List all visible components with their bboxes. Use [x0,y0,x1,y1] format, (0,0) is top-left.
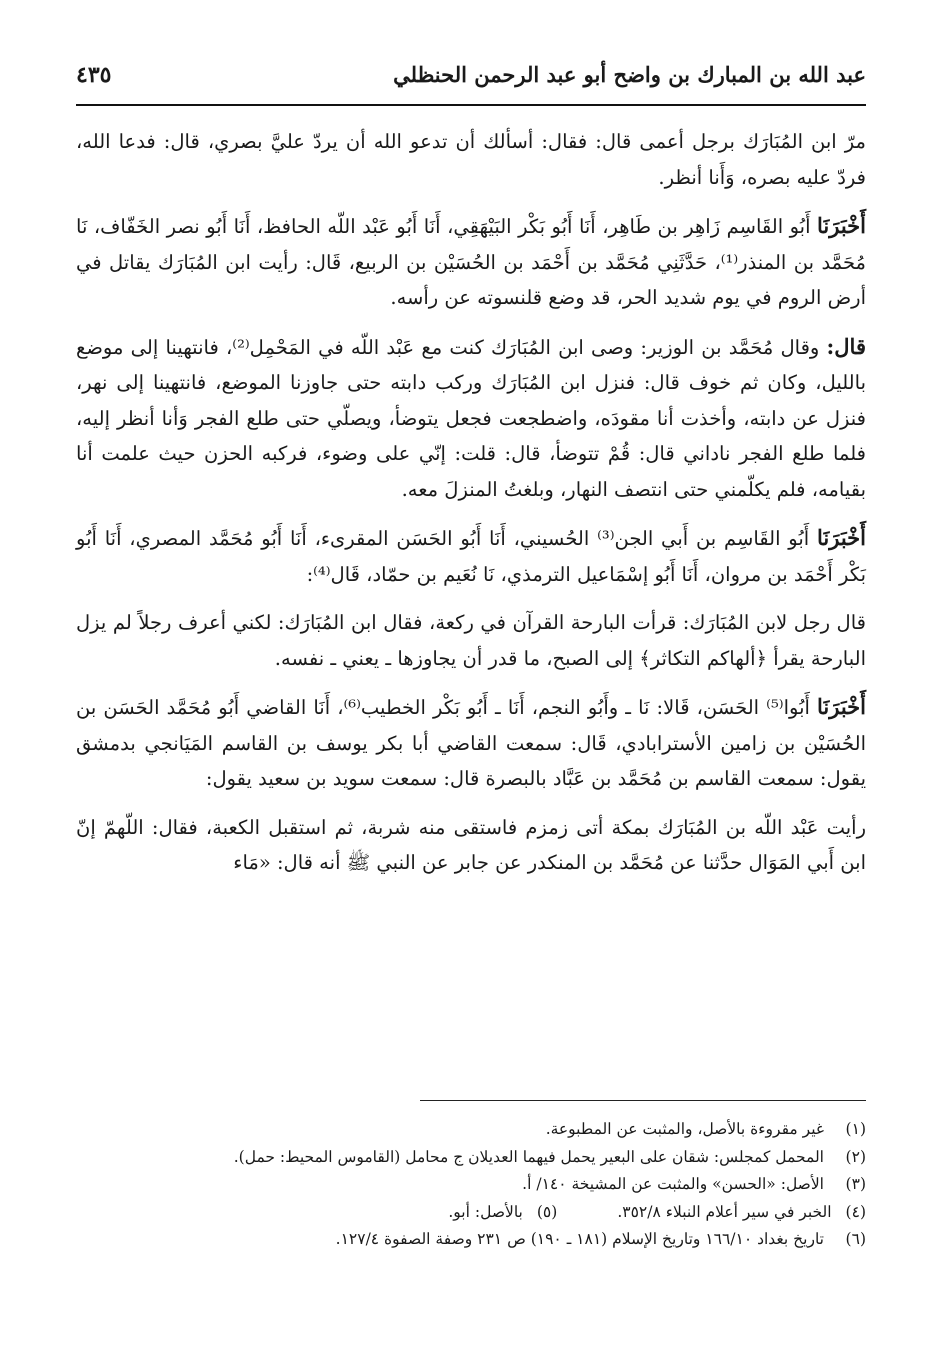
paragraph-2-lead: أَخْبَرَنَا [817,213,866,238]
footnote-3 [76,1171,866,1199]
paragraph-4-text: أَبُو القَاسِم بن أَبي الجن⁽³⁾ الحُسيني، أَنَا أَبُو الحَسَن المقرىء، أَنَا أَبُو مُحَمَّد المصري، أَنَا أَبُو بَكْر أَحْمَد بن مروان، أَنَا أَبُو إسْمَاعيل الترمذي، نَا نُعَيم بن حمّاد، قَال⁽⁴⁾: [76,527,866,586]
paragraph-3-text: وقال مُحَمَّد بن الوزير: وصى ابن المُبَارَك كنت مع عَبْد اللّه في المَحْمِل⁽²⁾، فانتهينا إلى موضع بالليل، وكان ثم خوف قال: فنزل ابن المُبَارَك وركب دابته حتى جاوزنا الموضع، فانتهينا إلى نهر، فنزل عن دابته، وأخذت أنا مقودَه، واضطجعت فجعل يتوضأ، ويصلّي حتى طلع الفجر وَأنا أنظر إليه، فلما طلع الفجر ناداني قال: قُمْ تتوضأ، قال: قلت: إنّي على وضوء، فركبه الحزن حيث علمت أنا بقيامه، فلم يكلّمني حتى انتصف النهار، وبلغتُ المنزلَ معه. [76,335,866,501]
footnote-6-text: تاريخ بغداد ١٦٦/١٠ وتاريخ الإسلام (١٨١ ـ ١٩٠) ص ٢٣١ وصفة الصفوة ١٢٧/٤. [335,1230,824,1248]
footnote-5 [448,1199,557,1227]
paragraph-6-lead: أَخْبَرَنَا [817,694,866,719]
paragraph-1 [76,124,866,195]
paragraph-1-text: مرّ ابن المُبَارَك برجل أعمى قال: فقال: أسألك أن تدعو الله أن يردّ عليَّ بصري، قال: فدعا الله، فردّ عليه بصره، وَأَنا أنظر. [76,130,866,189]
paragraph-3-lead: قال: [826,333,866,359]
page-number: ٤٣٥ [76,62,112,88]
footnote-5-text: بالأصل: أبو. [448,1202,523,1221]
footnote-1-text: غير مقروءة بالأصل، والمثبت عن المطبوعة. [545,1120,824,1138]
footnote-4-number: (٤) [845,1202,866,1221]
paragraph-5 [76,605,866,676]
footnote-6 [76,1226,866,1254]
footnote-2-number: (٢) [845,1147,866,1166]
footnote-2-text: المحمل كمجلس: شقان على البعير يحمل فيهما العديلان ج محامل (القاموس المحيط: حمل). [233,1147,824,1166]
footnote-4 [617,1199,866,1227]
paragraph-3 [76,329,866,508]
footnote-row-4-5 [76,1199,866,1227]
paragraph-2 [76,208,866,316]
footnote-3-number: (٣) [845,1175,866,1193]
footnote-1 [76,1116,866,1144]
footnote-5-number: (٥) [536,1202,558,1221]
main-text [76,124,866,894]
page-header [76,58,866,102]
running-title: عبد الله بن المبارك بن واضح أبو عبد الرحمن الحنظلي [393,62,866,87]
paragraph-6 [76,689,866,797]
paragraph-4 [76,520,866,592]
paragraph-7-text: رأيت عَبْد اللّه بن المُبَارَك بمكة أتى زمزم فاستقى منه شربة، ثم استقبل الكعبة، فقال: اللّهمّ إنّ ابن أَبي المَوَال حدَّثنا عن مُحَمَّد بن المنكدر عن جابر عن النبي ﷺ أنه قال: «مَاء [76,815,866,874]
footnote-1-number: (١) [845,1120,866,1138]
paragraph-7 [76,810,866,881]
footnote-divider [420,1100,866,1101]
footnote-3-text: الأصل: «الحسن» والمثبت عن المشيخة ١٤٠/ أ. [522,1175,824,1193]
footnote-2 [76,1144,866,1172]
paragraph-6-text: أَبُوا⁽⁵⁾ الحَسَن، قَالا: نَا ـ وأَبُو النجم، أَنَا ـ أَبُو بَكْر الخطيب⁽⁶⁾، أَنَا القاضي أَبُو مُحَمَّد الحَسَن بن الحُسَيْن بن زامين الأسترابادي، قَال: سمعت القاضي أبا بكر يوسف بن القاسم المَيَانجي بدمشق يقول: سمعت القاسم بن مُحَمَّد بن عَبَّاد بالبصرة قال: سمعت سويد بن سعيد يقول: [76,696,866,790]
footnote-6-number: (٦) [845,1230,866,1248]
header-divider [76,104,866,106]
footnote-4-text: الخبر في سير أعلام النبلاء ٣٥٢/٨. [617,1202,832,1221]
paragraph-5-text: قال رجل لابن المُبَارَك: قرأت البارحة القرآن في ركعة، فقال ابن المُبَارَك: لكني أعرف رجلاً لم يزل البارحة يقرأ ﴿ألهاكم التكاثر﴾ إلى الصبح، ما قدر أن يجاوزها ـ يعني ـ نفسه. [76,611,866,670]
paragraph-2-text: أَبُو القَاسِم زَاهِر بن طَاهِر، أَنَا أَبُو بَكْر البَيْهَقِي، أَنَا أَبُو عَبْد اللّه الحافظ، أَنَا أَبُو نصر الخَفّاف، نَا مُحَمَّد بن المنذر⁽¹⁾، حَدَّثَنِي مُحَمَّد بن أَحْمَد بن الحُسَيْن بن الربيع، قَال: رأيت ابن المُبَارَك يقاتل في أرض الروم في يوم شديد الحر، قد وضع قلنسوته عن رأسه. [76,215,866,309]
paragraph-4-lead: أَخْبَرَنَا [817,525,866,550]
footnotes [76,1116,866,1254]
